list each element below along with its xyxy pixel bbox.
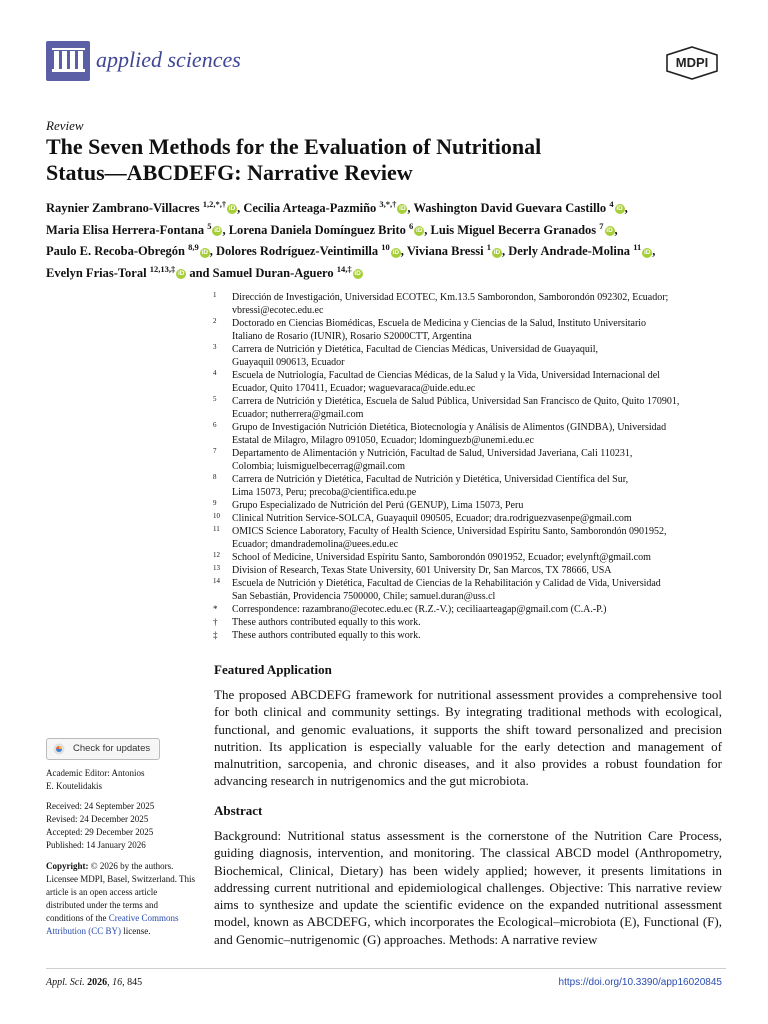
article-dates xyxy=(46,800,196,852)
affiliation-number: 7 xyxy=(213,447,217,455)
license-end: license. xyxy=(123,926,151,936)
author-separator: , xyxy=(624,201,628,216)
affiliation-text: Carrera de Nutrición y Dietética, Escuela de Salud Pública, Universidad San Francisco de Quito, Quito 170901, xyxy=(232,396,680,407)
citation-volume: 16 xyxy=(112,977,123,988)
revised-date: Revised: 24 December 2025 xyxy=(46,814,149,824)
affiliation-item xyxy=(213,291,733,317)
affiliation-text: Estatal de Milagro, Milagro 091050, Ecuador; ldominguezb@unemi.edu.ec xyxy=(232,435,534,446)
affiliation-text: These authors contributed equally to this work. xyxy=(232,617,421,628)
affiliation-number: 4 xyxy=(213,369,217,377)
abstract-heading: Abstract xyxy=(214,803,263,818)
orcid-icon[interactable]: iD xyxy=(643,248,651,256)
affiliation-number: 2 xyxy=(213,317,217,325)
author-name[interactable]: Maria Elisa Herrera-Fontana xyxy=(46,222,205,237)
author-name[interactable]: Dolores Rodríguez-Veintimilla xyxy=(216,244,379,259)
author-affiliation-sup: 6 xyxy=(409,220,414,231)
author-separator: and xyxy=(186,266,213,281)
affiliation-item xyxy=(213,447,733,473)
mdpi-logo-text: MDPI xyxy=(675,55,709,70)
author-affiliation-sup: 4 xyxy=(609,199,614,209)
orcid-icon[interactable]: iD xyxy=(228,205,236,213)
orcid-icon[interactable]: iD xyxy=(416,226,423,234)
author-affiliation-sup: 1 xyxy=(486,242,491,253)
affiliation-text: OMICS Science Laboratory, Faculty of Health Science, Universidad Espíritu Santo, Samborondón 0901952, xyxy=(232,526,667,537)
affiliation-number: 9 xyxy=(213,499,217,507)
accepted-date: Accepted: 29 December 2025 xyxy=(46,827,154,837)
orcid-icon[interactable]: iD xyxy=(616,205,623,213)
affiliation-text: Division of Research, Texas State University, 601 University Dr, San Marcos, TX 78666, USA xyxy=(232,565,612,576)
author-separator: , xyxy=(652,244,656,259)
affiliation-number: 6 xyxy=(213,421,217,429)
affiliation-text: Escuela de Nutrición y Dietética, Facultad de Ciencias de la Rehabilitación y Calidad de Vida, Universidad xyxy=(232,578,661,589)
editor-label: Academic Editor: Antonios xyxy=(46,768,145,778)
affiliation-number: ‡ xyxy=(213,630,218,640)
affiliation-text: Carrera de Nutrición y Dietética, Facultad de Ciencias Médicas, Universidad de Guayaquil, xyxy=(232,344,598,355)
author-separator: , xyxy=(222,222,229,237)
affiliation-number: * xyxy=(213,604,218,614)
affiliation-text: Correspondence: razambrano@ecotec.edu.ec (R.Z.-V.); ceciliaarteagap@gmail.com (C.A.-P.) xyxy=(232,604,607,615)
author-separator: , xyxy=(614,222,618,237)
author-affiliation-sup: 7 xyxy=(599,220,604,231)
author-name[interactable]: Lorena Daniela Domínguez Brito xyxy=(228,222,406,237)
journal-logo-icon xyxy=(46,41,90,81)
author-name[interactable]: Derly Andrade-Molina xyxy=(508,244,631,259)
author-separator: , xyxy=(400,244,407,259)
check-updates-icon xyxy=(53,743,65,755)
article-title-line: Status—ABCDEFG: Narrative Review xyxy=(46,160,413,185)
copyright-label: Copyright: xyxy=(46,861,89,871)
journal-name[interactable]: applied sciences xyxy=(96,47,241,72)
affiliation-text: Doctorado en Ciencias Biomédicas, Escuela de Medicina y Ciencias de la Salud, Instituto Universitario xyxy=(232,318,647,329)
affiliation-item xyxy=(213,473,733,499)
affiliation-item xyxy=(213,317,733,343)
affiliation-number: 3 xyxy=(213,343,217,351)
received-date: Received: 24 September 2025 xyxy=(46,801,155,811)
affiliation-list xyxy=(213,291,733,642)
affiliation-text: Dirección de Investigación, Universidad ECOTEC, Km.13.5 Samborondon, Samborondón 092302, Ecuador; xyxy=(232,292,669,303)
author-affiliation-sup: 8,9 xyxy=(188,242,199,253)
affiliation-number: 12 xyxy=(213,551,220,559)
author-separator: , xyxy=(209,244,217,259)
orcid-icon[interactable]: iD xyxy=(606,226,613,234)
affiliation-text: Guayaquil 090613, Ecuador xyxy=(232,357,345,368)
article-title-line: The Seven Methods for the Evaluation of Nutritional xyxy=(46,134,542,159)
author-affiliation-sup: 3,*,† xyxy=(379,199,397,209)
affiliation-number: † xyxy=(213,617,218,627)
article-type: Review xyxy=(46,118,84,133)
footer-divider xyxy=(46,968,726,969)
author-separator: , xyxy=(407,201,414,216)
affiliation-number: 14 xyxy=(213,577,220,585)
affiliation-item xyxy=(213,616,733,629)
affiliation-text: Italiano de Rosario (IUNIR), Rosario S2000CTT, Argentina xyxy=(232,331,472,342)
affiliation-item xyxy=(213,512,733,525)
featured-application-heading: Featured Application xyxy=(214,662,332,677)
orcid-icon[interactable]: iD xyxy=(493,248,501,256)
article-title xyxy=(46,134,726,186)
author-affiliation-sup: 11 xyxy=(633,242,642,253)
affiliation-item xyxy=(213,629,733,642)
author-separator: , xyxy=(237,201,244,216)
affiliation-number: 8 xyxy=(213,473,217,481)
published-date: Published: 14 January 2026 xyxy=(46,840,146,850)
affiliation-text: San Sebastián, Providencia 7500000, Chile; samuel.duran@uss.cl xyxy=(232,591,496,602)
citation-page: 845 xyxy=(127,977,143,988)
author-name[interactable]: Evelyn Frias-Toral xyxy=(46,266,147,281)
copyright-notice xyxy=(46,860,196,938)
affiliation-text: Carrera de Nutrición y Dietética, Facultad de Nutrición y Dietética, Universidad Científica del Sur, xyxy=(232,474,629,485)
license-link[interactable]: Creative Commons Attribution (CC BY) xyxy=(46,913,179,936)
author-affiliation-sup: 14,‡ xyxy=(336,263,352,274)
citation-year: 2026 xyxy=(87,977,108,988)
affiliation-number: 11 xyxy=(213,525,220,533)
abstract-text: Background: Nutritional status assessment is the cornerstone of the Nutrition Care Process, guiding diagnosis, intervention, and monitoring. The classical ABCD model (Anthropometry, Biochemical, Clinical, Dietary) has been widely applied; however, it presents limitations in addressing current nutritional and epidemiological challenges. Objective: This narrative review aims to synthesize and update the scientific evidence on the expanded nutritional assessment model, known as ABCDEFG, which incorporates the Ecological–microbiota (E), Functional (F), and Genomic–nutrigenomic (G) approaches. Methods: A narrative review xyxy=(214,828,722,947)
editor-name: E. Koutelidakis xyxy=(46,781,102,791)
author-affiliation-sup: 5 xyxy=(207,220,212,231)
affiliation-text: School of Medicine, Universidad Espíritu Santo, Samborondón 0901952, Ecuador; evelynft@gmail.com xyxy=(232,552,651,563)
orcid-icon[interactable]: iD xyxy=(354,270,361,278)
affiliation-item xyxy=(213,421,733,447)
affiliation-number: 1 xyxy=(213,291,217,299)
author-name[interactable]: Washington David Guevara Castillo xyxy=(413,201,607,216)
affiliation-text: Clinical Nutrition Service-SOLCA, Guayaquil 090505, Ecuador; dra.rodriguezvasenpe@gmail.com xyxy=(232,513,632,524)
affiliation-text: These authors contributed equally to this work. xyxy=(232,630,421,641)
affiliation-text: Ecuador; nutherrera@gmail.com xyxy=(232,409,364,420)
author-name[interactable]: Raynier Zambrano-Villacres xyxy=(46,201,200,216)
affiliation-item xyxy=(213,499,733,512)
author-separator: , xyxy=(501,244,509,259)
affiliation-number: 5 xyxy=(213,395,217,403)
affiliation-text: Lima 15073, Peru; precoba@cientifica.edu.pe xyxy=(232,487,417,498)
journal-logo xyxy=(46,41,90,81)
check-for-updates-button[interactable] xyxy=(46,738,160,760)
check-updates-label: Check for updates xyxy=(73,743,151,754)
orcid-icon[interactable]: iD xyxy=(201,248,209,256)
orcid-icon[interactable]: iD xyxy=(392,248,400,256)
orcid-icon[interactable]: iD xyxy=(177,270,185,278)
author-affiliation-sup: 12,13,‡ xyxy=(149,263,176,274)
author-affiliation-sup: 10 xyxy=(381,242,390,253)
affiliation-text: Colombia; luismiguelbecerrag@gmail.com xyxy=(232,461,406,472)
affiliation-number: 13 xyxy=(213,564,220,572)
affiliation-item xyxy=(213,577,733,603)
author-separator: , xyxy=(424,222,431,237)
author-name[interactable]: Samuel Duran-Aguero xyxy=(212,266,334,281)
academic-editor xyxy=(46,767,196,793)
affiliation-text: Escuela de Nutriología, Facultad de Ciencias Médicas, de la Salud y la Vida, Universidad Internacional del xyxy=(232,370,660,381)
journal-abbrev: Appl. Sci. xyxy=(46,977,85,988)
copyright-text: © 2026 by the authors. Licensee MDPI, Basel, Switzerland. This article is an open access article distributed under the terms and conditions of the xyxy=(46,861,196,923)
affiliation-item xyxy=(213,395,733,421)
citation: Appl. Sci. 2026, 16, 845 xyxy=(46,977,143,988)
author-name[interactable]: Luis Miguel Becerra Granados xyxy=(430,222,597,237)
affiliation-text: Ecuador; dmandrademolina@uees.edu.ec xyxy=(232,539,399,550)
orcid-icon[interactable]: iD xyxy=(399,205,406,213)
orcid-icon[interactable]: iD xyxy=(214,226,221,234)
affiliation-item xyxy=(213,564,733,577)
affiliation-text: Ecuador, Quito 170411, Ecuador; waguevaraca@uide.edu.ec xyxy=(232,383,476,394)
affiliation-item xyxy=(213,551,733,564)
doi-link[interactable]: https://doi.org/10.3390/app16020845 xyxy=(558,977,722,988)
mdpi-logo[interactable] xyxy=(665,46,719,80)
affiliation-text: Grupo de Investigación Nutrición Dietética, Biotecnología y Análisis de Alimentos (GINDBA), Universidad xyxy=(232,422,667,433)
affiliation-number: 10 xyxy=(213,512,220,520)
author-name[interactable]: Viviana Bressi xyxy=(406,244,484,259)
affiliation-text: Departamento de Alimentación y Nutrición, Facultad de Salud, Universidad Javeriana, Cali 110231, xyxy=(232,448,633,459)
affiliation-item xyxy=(213,603,733,616)
affiliation-item xyxy=(213,369,733,395)
affiliation-item xyxy=(213,525,733,551)
author-name[interactable]: Cecilia Arteaga-Pazmiño xyxy=(243,201,377,216)
affiliation-item xyxy=(213,343,733,369)
author-list xyxy=(46,196,726,283)
affiliation-text: Grupo Especializado de Nutrición del Perú (GENUP), Lima 15073, Peru xyxy=(232,500,524,511)
featured-application-text: The proposed ABCDEFG framework for nutritional assessment provides a comprehensive tool for both clinical and community settings. By integrating traditional methods with ecological, functional, and genomic evaluations, it supports the shift toward personalized and precision nutrition. Its application is especially valuable for the early detection and management of malnutrition, sarcopenia, and chronic diseases, and it also provides a robust foundation for advancing research in nutrigenomics and the gut microbiota. xyxy=(214,687,722,789)
author-name[interactable]: Paulo E. Recoba-Obregón xyxy=(46,244,186,259)
affiliation-text: vbressi@ecotec.edu.ec xyxy=(232,305,324,316)
author-affiliation-sup: 1,2,*,† xyxy=(202,199,227,209)
